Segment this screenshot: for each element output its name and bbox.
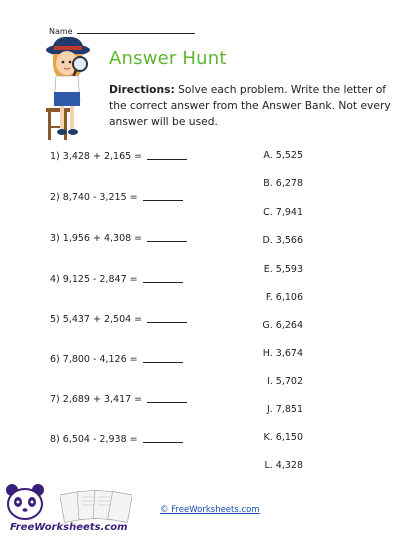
answer-blank-2[interactable] — [143, 191, 183, 201]
answer-bank-item: A. 5,525 — [263, 150, 303, 161]
problem-1: 1) 3,428 + 2,165 = — [50, 150, 187, 162]
answer-blank-4[interactable] — [143, 273, 183, 283]
answer-blank-8[interactable] — [143, 433, 183, 443]
answer-bank-item: K. 6,150 — [263, 432, 303, 443]
answer-blank-3[interactable] — [147, 232, 187, 242]
answer-bank-item: L. 4,328 — [264, 460, 303, 471]
answer-blank-6[interactable] — [143, 353, 183, 363]
directions-label: Directions: — [109, 83, 175, 96]
name-label: Name — [49, 27, 73, 36]
problem-2: 2) 8,740 - 3,215 = — [50, 191, 183, 203]
problem-3: 3) 1,956 + 4,308 = — [50, 232, 187, 244]
answer-bank-item: J. 7,851 — [266, 404, 303, 415]
worksheet-title: Answer Hunt — [109, 48, 227, 69]
problem-4: 4) 9,125 - 2,847 = — [50, 273, 183, 285]
problem-7: 7) 2,689 + 3,417 = — [50, 393, 187, 405]
answer-bank-item: D. 3,566 — [262, 235, 303, 246]
panda-logo-icon — [4, 482, 46, 522]
brand-logo-text: FreeWorksheets.com — [10, 522, 128, 533]
answer-bank-item: G. 6,264 — [262, 320, 303, 331]
footer-website-link[interactable]: © FreeWorksheets.com — [160, 505, 260, 515]
answer-bank-item: H. 3,674 — [262, 348, 303, 359]
directions-text: Solve each problem. Write the letter of the correct answer from the Answer Bank. Not every answer will be used. — [109, 83, 391, 128]
answer-bank-item: F. 6,106 — [265, 292, 303, 303]
worksheet-thumbnails-icon — [60, 487, 132, 527]
answer-blank-5[interactable] — [147, 313, 187, 323]
name-line — [49, 26, 195, 36]
problem-6: 6) 7,800 - 4,126 = — [50, 353, 183, 365]
problem-8: 8) 6,504 - 2,938 = — [50, 433, 183, 445]
answer-bank-item: I. 5,702 — [266, 376, 303, 387]
answer-bank-item: C. 7,941 — [263, 207, 303, 218]
directions — [109, 82, 401, 130]
answer-blank-7[interactable] — [147, 393, 187, 403]
answer-bank-item: B. 6,278 — [263, 178, 303, 189]
answer-bank-item: E. 5,593 — [263, 264, 303, 275]
answer-blank-1[interactable] — [147, 150, 187, 160]
name-field[interactable] — [77, 26, 195, 34]
problem-5: 5) 5,437 + 2,504 = — [50, 313, 187, 325]
girl-with-magnifier-illustration — [40, 36, 102, 142]
